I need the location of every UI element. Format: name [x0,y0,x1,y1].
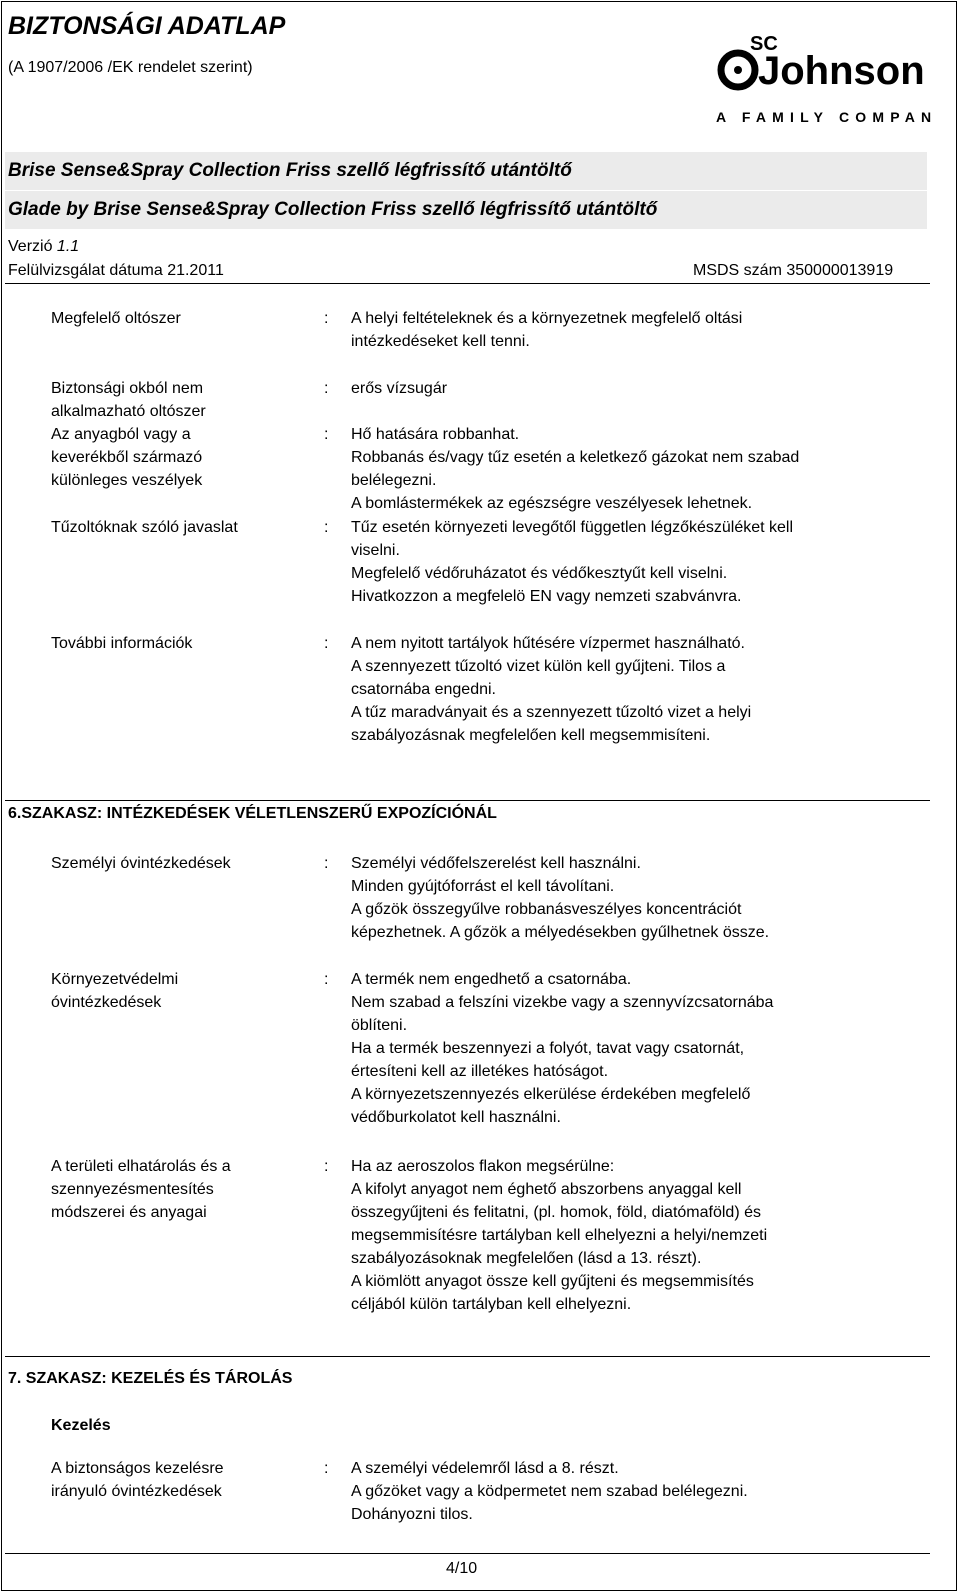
value-extinguishing-media: A helyi feltételeknek és a környezetnek megfelelő oltási intézkedéseket kell tenni. [351,310,743,350]
label-special-hazards: Az anyagból vagy a keverékből származó különleges veszélyek [51,426,203,489]
section7-title: 7. SZAKASZ: KEZELÉS ÉS TÁROLÁS [8,1370,293,1387]
logo-johnson: Johnson [758,49,925,93]
product-name-2: Glade by Brise Sense&Spray Collection Friss szellő légfrissítő utántöltő [8,199,658,220]
colon: : [324,426,329,443]
company-logo [716,30,931,130]
label-environmental-precautions: Környezetvédelmi óvintézkedések [51,971,179,1011]
value-environmental-precautions: A termék nem engedhető a csatornába. Nem szabad a felszíni vizekbe vagy a szennyvízcsatornába öblíteni. Ha a termék beszennyezi a folyót, tavat vagy csatornát, értesíteni kell az illetékes hatóságot. A környezetszennyezés elkerülése érdekében megfelelő védőburkolatot kell használni. [351,971,774,1126]
section6-rule [5,800,930,801]
version-label: Verzió [8,238,53,255]
logo-tagline: A FAMILY COMPANY [716,109,931,125]
header-rule [5,283,930,284]
document-subtitle: (A 1907/2006 /EK rendelet szerint) [8,59,253,76]
colon: : [324,1460,329,1477]
document-title: BIZTONSÁGI ADATLAP [8,12,286,40]
colon: : [324,519,329,536]
section6-title: 6.SZAKASZ: INTÉZKEDÉSEK VÉLETLENSZERŰ EXPOZÍCIÓNÁL [8,805,497,822]
value-unsuitable-media: erős vízsugár [351,380,448,397]
value-personal-precautions: Személyi védőfelszerelést kell használni. Minden gyújtóforrást el kell távolítani. A gőzök összegyűlve robbanásveszélyes koncentrációt képezhetnek. A gőzök a mélyedésekben gyűlhetnek össze. [351,855,770,941]
section7-rule [5,1356,930,1357]
colon: : [324,310,329,327]
label-unsuitable-media: Biztonsági okból nem alkalmazható oltószer [51,380,206,420]
revision-date: Felülvizsgálat dátuma 21.2011 [8,262,224,279]
page-frame [1,1,957,1591]
page-number: 4/10 [446,1560,478,1577]
msds-number: MSDS szám 350000013919 [693,262,894,279]
logo-sc: SC [750,33,778,55]
colon: : [324,635,329,652]
value-special-hazards: Hő hatására robbanhat. Robbanás és/vagy tűz esetén a keletkező gázokat nem szabad belélegezni. A bomlástermékek az egészségre veszélyesek lehetnek. [351,426,800,512]
label-further-info: További információk [51,635,193,652]
colon: : [324,380,329,397]
footer-rule [5,1553,930,1554]
value-firefighter-advice: Tűz esetén környezeti levegőtől független légzőkészüléket kell viselni. Megfelelő védőruházatot és védőkesztyűt kell viselni. Hivatkozzon a megfelelö EN vagy nemzeti szabvánvra. [351,519,794,605]
value-safe-handling: A személyi védelemről lásd a 8. részt. A gőzöket vagy a ködpermetet nem szabad belélegezni. Dohányozni tilos. [351,1460,748,1523]
colon: : [324,855,329,872]
product-name-1: Brise Sense&Spray Collection Friss szellő légfrissítő utántöltő [8,160,572,181]
label-containment-methods: A területi elhatárolás és a szennyezésmentesítés módszerei és anyagai [51,1158,231,1221]
version-value: 1.1 [56,238,80,255]
section7-subtitle: Kezelés [51,1417,111,1434]
version [8,238,79,256]
label-personal-precautions: Személyi óvintézkedések [51,855,231,872]
label-firefighter-advice: Tűzoltóknak szóló javaslat [51,519,238,536]
colon: : [324,971,329,988]
label-safe-handling: A biztonságos kezelésre irányuló óvintézkedések [51,1460,224,1500]
value-containment-methods: Ha az aeroszolos flakon megsérülne: A kifolyt anyagot nem éghető abszorbens anyaggal kell összegyűjteni és felitatni, (pl. homok, föld, diatómaföld) és megsemmisítésre tartályban kell elhelyezni a helyi/nemzeti szabályozásoknak megfelelően (lásd a 13. részt). A kiömlött anyagot össze kell gyűjteni és megsemmisítés céljából külön tartályban kell elhelyezni. [351,1158,768,1313]
label-extinguishing-media: Megfelelő oltószer [51,310,181,327]
value-further-info: A nem nyitott tartályok hűtésére vízpermet használható. A szennyezett tűzoltó vizet külön kell gyűjteni. Tilos a csatornába engedni. A tűz maradványait és a szennyezett tűzoltó vizet a helyi szabályozásnak megfelelően kell megsemmisíteni. [351,635,752,744]
colon: : [324,1158,329,1175]
